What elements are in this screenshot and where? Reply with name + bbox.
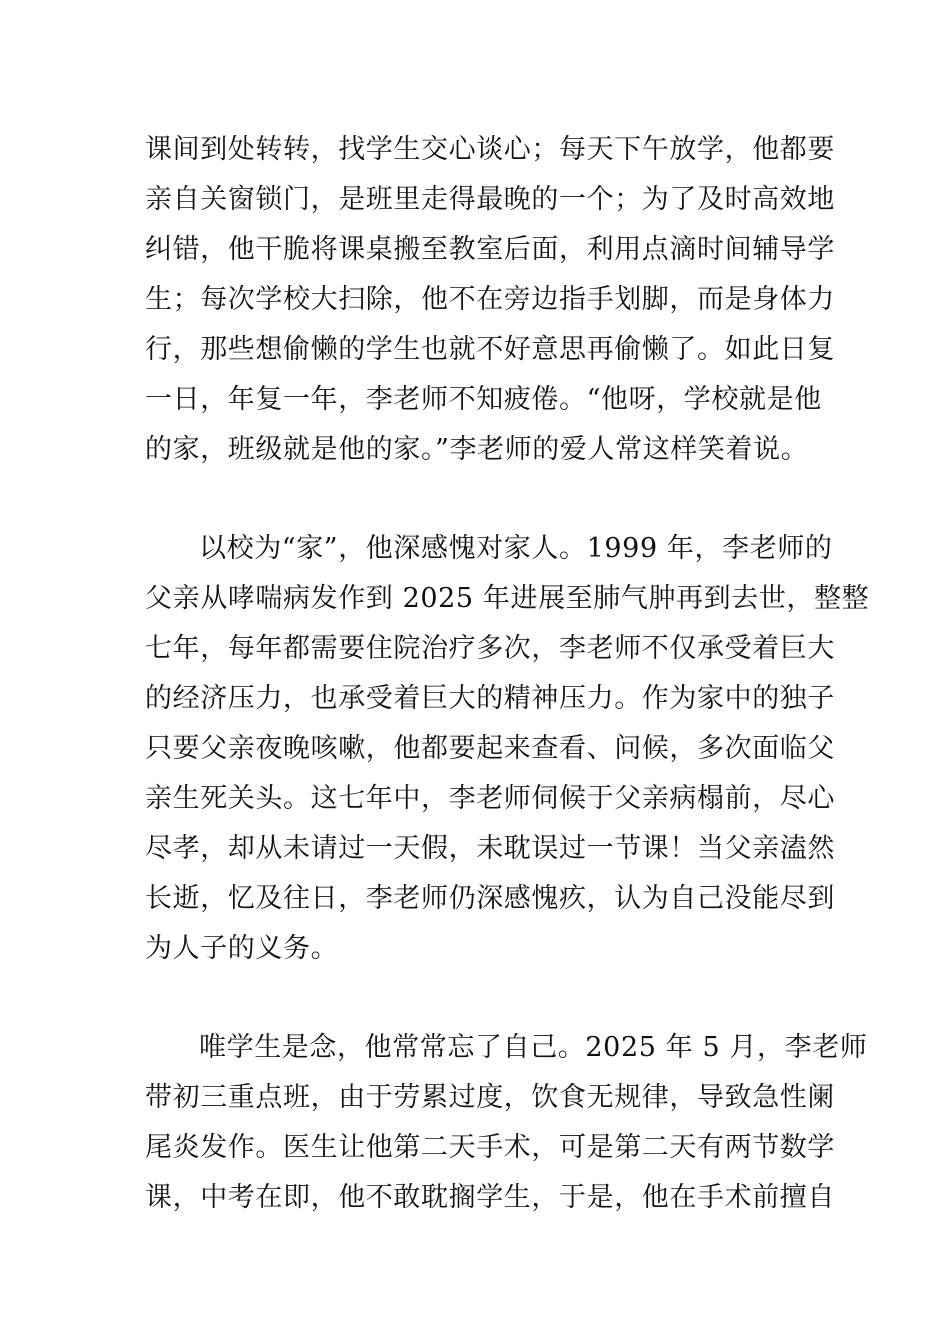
text-line: 唯学生是念，他常常忘了自己。2025 年 5 月，李老师 bbox=[199, 1032, 868, 1063]
text-line: 长逝，忆及往日，李老师仍深感愧疚，认为自己没能尽到 bbox=[145, 883, 835, 914]
text-line: 父亲从哮喘病发作到 2025 年进展至肺气肿再到去世，整整 bbox=[145, 583, 870, 614]
text-line: 亲生死关头。这七年中，李老师伺候于父亲病榻前，尽心 bbox=[145, 783, 835, 814]
text-line: 亲自关窗锁门，是班里走得最晚的一个；为了及时高效地 bbox=[145, 184, 835, 215]
text-line: 课间到处转转，找学生交心谈心；每天下午放学，他都要 bbox=[145, 134, 835, 165]
text-line: 以校为“家”，他深感愧对家人。1999 年，李老师的 bbox=[199, 533, 833, 564]
text-line: 尽孝，却从未请过一天假，未耽误过一节课！当父亲溘然 bbox=[145, 833, 835, 864]
text-line: 七年，每年都需要住院治疗多次，李老师不仅承受着巨大 bbox=[145, 633, 835, 664]
text-line: 的经济压力，也承受着巨大的精神压力。作为家中的独子 bbox=[145, 683, 835, 714]
text-line: 尾炎发作。医生让他第二天手术，可是第二天有两节数学 bbox=[145, 1132, 835, 1163]
text-line: 一日，年复一年，李老师不知疲倦。“他呀，学校就是他 bbox=[145, 384, 822, 415]
text-line: 生；每次学校大扫除，他不在旁边指手划脚，而是身体力 bbox=[145, 284, 835, 315]
text-line: 的家，班级就是他的家。”李老师的爱人常这样笑着说。 bbox=[145, 434, 809, 465]
text-line: 行，那些想偷懒的学生也就不好意思再偷懒了。如此日复 bbox=[145, 334, 835, 365]
text-line: 只要父亲夜晚咳嗽，他都要起来查看、问候，多次面临父 bbox=[145, 733, 835, 764]
text-line: 为人子的义务。 bbox=[145, 933, 339, 964]
text-line: 带初三重点班，由于劳累过度，饮食无规律，导致急性阑 bbox=[145, 1082, 835, 1113]
text-line: 课，中考在即，他不敢耽搁学生，于是，他在手术前擅自 bbox=[145, 1182, 835, 1213]
text-line: 纠错，他干脆将课桌搬至教室后面，利用点滴时间辅导学 bbox=[145, 234, 835, 265]
